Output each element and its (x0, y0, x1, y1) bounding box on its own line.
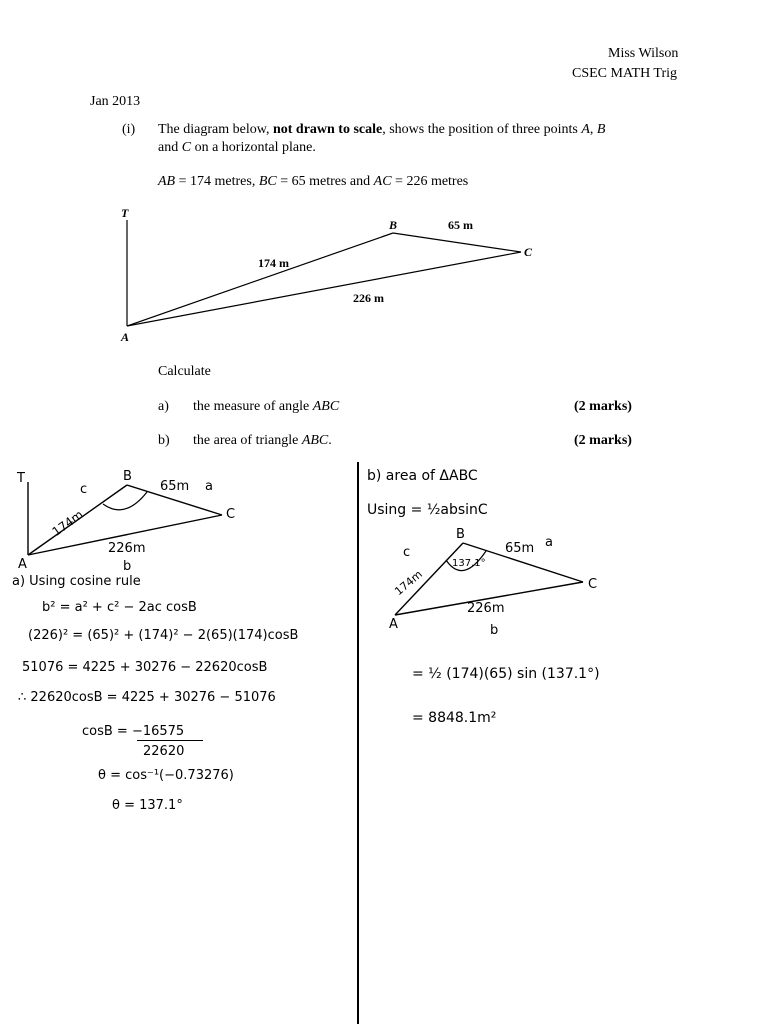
plane-text: on a horizontal plane. (194, 140, 316, 155)
hw-b-ab-length: 174m (392, 567, 425, 599)
author-name: Miss Wilson (608, 46, 679, 61)
hw-label-b: B (123, 469, 132, 484)
given-bc: BC (258, 174, 277, 189)
intro-text-2: , shows the position of three points (382, 122, 578, 137)
part-b-desc: the area of triangle (193, 433, 299, 448)
part-b-text (193, 433, 332, 449)
half-fraction: ½ (426, 502, 441, 518)
intro-bold: not drawn to scale (272, 122, 383, 137)
hw-b-side-a-label: a (545, 535, 553, 550)
part-b-math: ABC (301, 433, 329, 448)
part-b-heading: b) area of ΔABC (367, 468, 478, 484)
hw-label-t: T (17, 471, 25, 486)
part-a-desc: the measure of angle (193, 399, 310, 414)
course-title: CSEC MATH Trig (572, 66, 678, 81)
given-ac: AC (373, 174, 392, 189)
part-b-formula (367, 502, 488, 518)
side-ab (127, 233, 393, 326)
fraction-bar (137, 740, 203, 741)
hw-b-label-a: A (389, 617, 398, 632)
comma: , (589, 122, 594, 137)
working-line-2: (226)² = (65)² + (174)² − 2(65)(174)cosB (28, 628, 299, 643)
hw-b-ac-length: 226m (467, 601, 505, 616)
hw-side-b-label: b (123, 559, 132, 574)
working-line-8: θ = 137.1° (112, 798, 183, 813)
hw-bc-length: 65m (160, 479, 190, 494)
working-line-4: ∴ 22620cosB = 4225 + 30276 − 51076 (18, 690, 276, 705)
part-b-marks: (2 marks) (574, 433, 632, 448)
hw-b-side-b-label: b (490, 623, 499, 638)
working-line-5: cosB = −16575 (82, 724, 185, 739)
hw-side-a-label: a (205, 479, 213, 494)
and-text: and (158, 140, 179, 155)
working-line-7: θ = cos⁻¹(−0.73276) (98, 768, 234, 783)
formula-text: absinC (440, 502, 488, 518)
hw-b-angle: 137.1° (452, 558, 486, 569)
point-a: A (581, 122, 590, 137)
hw-ac-length: 226m (108, 541, 146, 556)
given-ac-value: = 226 metres (395, 174, 469, 189)
handwritten-triangle-a (0, 460, 355, 580)
label-ab-length: 174 m (258, 256, 289, 270)
part-a-marks: (2 marks) (574, 399, 632, 414)
question-number: (i) (122, 122, 136, 137)
calculate-label: Calculate (158, 364, 211, 379)
hw-b-side-c-label: c (403, 545, 411, 560)
hw-b-label-b: B (456, 527, 465, 542)
part-b-label: b) (158, 433, 170, 448)
point-c: C (181, 140, 192, 155)
given-ab: AB (158, 174, 176, 189)
hw-b-label-c: C (588, 577, 598, 592)
part-b-end: . (328, 433, 332, 448)
part-a-text (193, 399, 339, 415)
part-a-heading: a) Using cosine rule (12, 574, 141, 589)
given-bc-value: = 65 metres and (280, 174, 371, 189)
side-bc (393, 233, 521, 252)
side-ac (127, 252, 521, 326)
label-bc-length: 65 m (448, 218, 473, 232)
hw-ab-length: 174m (49, 507, 86, 539)
area-result: = 8848.1m² (412, 710, 497, 726)
label-ac-length: 226 m (353, 291, 384, 305)
label-t: T (121, 206, 129, 220)
hw-b-bc-length: 65m (505, 541, 535, 556)
hw-label-c: C (226, 507, 236, 522)
point-b: B (596, 122, 606, 137)
column-divider (357, 462, 359, 1024)
hw-angle-arc (103, 492, 147, 510)
given-ab-value: = 174 metres, (178, 174, 256, 189)
handwritten-triangle-b (360, 520, 660, 645)
using-label: Using = (367, 502, 423, 518)
part-a-label: a) (158, 399, 169, 414)
working-line-6: 22620 (143, 744, 185, 759)
part-a-math: ABC (312, 399, 340, 414)
area-calculation: = ½ (174)(65) sin (137.1°) (412, 666, 600, 682)
working-line-1: b² = a² + c² − 2ac cosB (42, 600, 197, 615)
label-a: A (121, 330, 130, 344)
label-b: B (389, 218, 398, 232)
exam-date: Jan 2013 (90, 94, 141, 109)
working-line-3: 51076 = 4225 + 30276 − 22620cosB (22, 660, 268, 675)
hw-side-c-label: c (80, 482, 88, 497)
printed-triangle-diagram (0, 0, 768, 360)
intro-text: The diagram below, (158, 122, 270, 137)
label-c: C (524, 245, 533, 259)
hw-label-a: A (18, 557, 27, 572)
